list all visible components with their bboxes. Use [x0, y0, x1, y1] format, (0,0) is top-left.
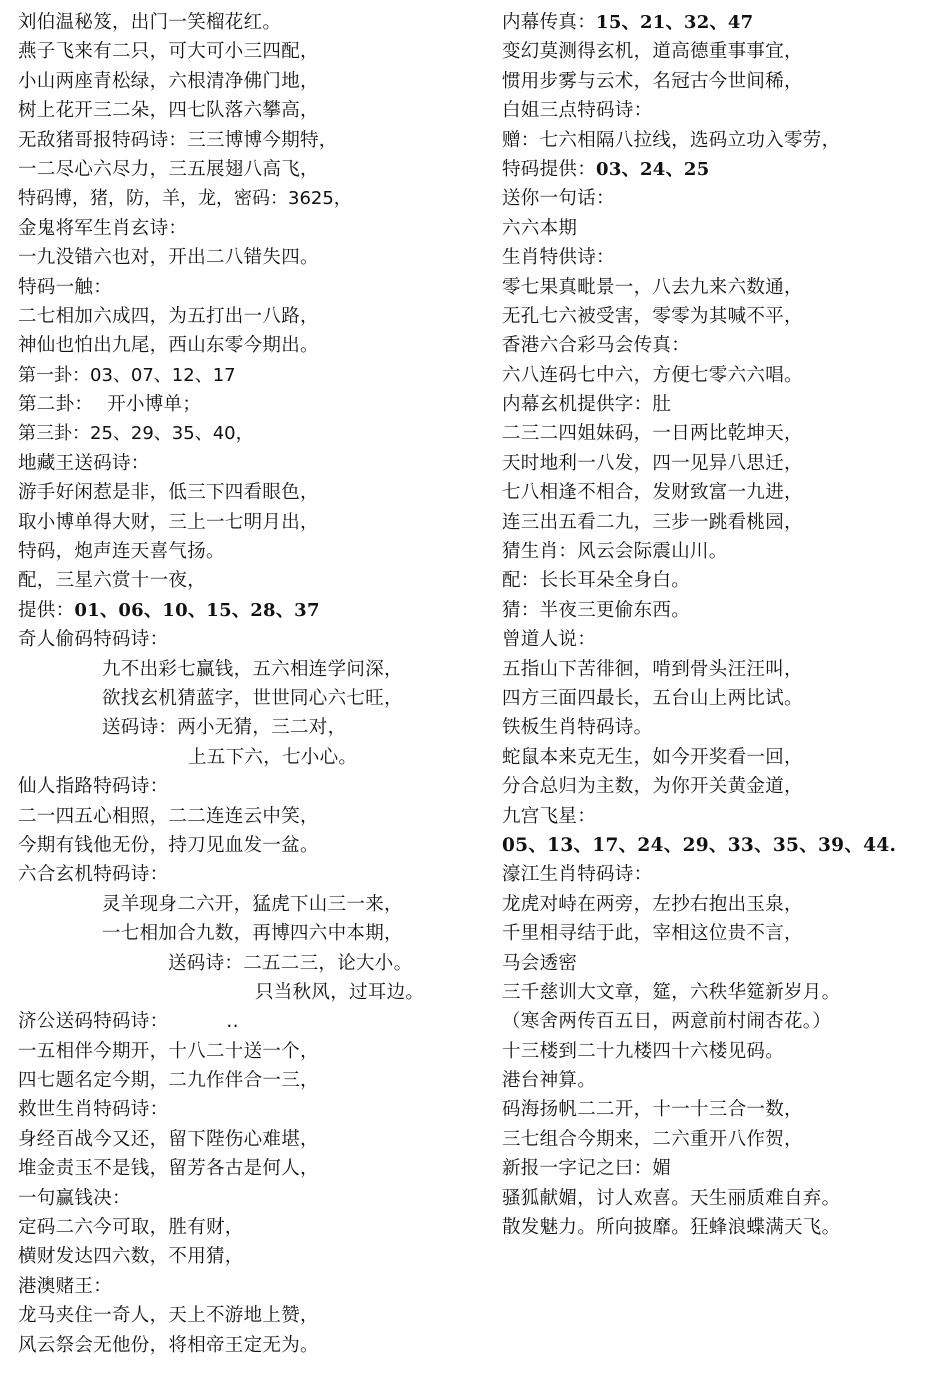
text-line: 定码二六今可取，胜有财，	[18, 1217, 244, 1239]
text-line: 惯用步雾与云术，名冠古今世间稀，	[502, 70, 803, 92]
text-line: 港澳赌王：	[18, 1275, 113, 1297]
text-line: 铁板生肖特码诗。	[502, 717, 653, 739]
text-line: 送码诗：二五二三，论大小。	[168, 952, 413, 974]
text-line: 树上花开三二朵，四七队落六攀高，	[18, 100, 319, 122]
text-line: 特码，炮声连天喜气扬。	[18, 541, 225, 563]
text-line: 连三出五看二九，三步一跳看桃园，	[502, 511, 803, 533]
text-line: 配：长长耳朵全身白。	[502, 570, 691, 592]
text-line: 港台神算。	[502, 1070, 597, 1092]
text-line	[18, 596, 488, 625]
text-line: 猜生肖：风云会际震山川。	[502, 541, 728, 563]
text-line	[18, 390, 488, 419]
text-line: 燕子飞来有二只，可大可小三四配，	[18, 41, 319, 63]
text-line: 生肖特供诗：	[502, 247, 615, 269]
text-line: 风云祭会无他份，将相帝王定无为。	[18, 1334, 319, 1356]
text-line: 马会透密	[502, 952, 578, 974]
text-line: 天时地利一八发，四一见异八思迁，	[502, 452, 803, 474]
text-label: 第二卦：	[18, 394, 94, 416]
dots-mark: ..	[226, 1011, 239, 1033]
text-line: 五指山下苦徘徊，啃到骨头汪汪叫，	[502, 658, 803, 680]
text-line: 欲找玄机猜蓝字，世世同心六七旺，	[102, 687, 403, 709]
text-line: 散发魅力。所向披靡。狂蜂浪蝶满天飞。	[502, 1217, 841, 1239]
text-line: 变幻莫测得玄机，道高德重事事宜，	[502, 41, 803, 63]
text-line: 白姐三点特码诗：	[502, 100, 653, 122]
text-line: 内幕玄机提供字：肚	[502, 394, 672, 416]
text-line: 第一卦：03、07、12、17	[18, 364, 236, 386]
text-line: 曾道人说：	[502, 629, 597, 651]
text-line: 零七果真毗景一，八去九来六数通，	[502, 276, 803, 298]
text-line: 堆金责玉不是钱，留芳各古是何人，	[18, 1158, 319, 1180]
text-line: 地藏王送码诗：	[18, 452, 150, 474]
text-line: 龙马夹住一奇人，天上不游地上赞，	[18, 1305, 319, 1327]
text-line: 特码一触：	[18, 276, 113, 298]
right-column	[502, 8, 932, 1242]
text-line: 取小博单得大财，三上一七明月出，	[18, 511, 319, 533]
text-line: 猜：半夜三更偷东西。	[502, 599, 691, 621]
text-line: 分合总归为主数，为你开关黄金道，	[502, 776, 803, 798]
text-line: 七八相逢不相合，发财致富一九进，	[502, 482, 803, 504]
text-line: 刘伯温秘笈，出门一笑榴花红。	[18, 12, 282, 33]
text-line: 只当秋风，过耳边。	[255, 981, 425, 1003]
text-line: 一句赢钱决：	[18, 1187, 131, 1209]
text-line: 二七相加六成四，为五打出一八路，	[18, 305, 319, 327]
text-line: 今期有钱他无份，持刀见血发一盆。	[18, 834, 319, 856]
number-list: 03、24、25	[596, 158, 710, 180]
text-line	[502, 155, 932, 184]
text-line: 九宫飞星：	[502, 805, 597, 827]
text-line: 三七组合今期来，二六重开八作贺，	[502, 1128, 803, 1150]
text-line: 上五下六，七小心。	[188, 746, 358, 768]
text-line: 六合玄机特码诗：	[18, 864, 169, 886]
text-line: 二一四五心相照，二二连连云中笑，	[18, 805, 319, 827]
text-line: 六六本期	[502, 217, 578, 239]
text-line: 无孔七六被受害，零零为其喊不平，	[502, 305, 803, 327]
number-list: 15、21、32、47	[596, 12, 754, 33]
text-line: 送你一句话：	[502, 188, 615, 210]
text-line: 濠江生肖特码诗：	[502, 864, 653, 886]
text-line: 龙虎对峙在两旁，左抄右抱出玉泉，	[502, 893, 803, 915]
text-line: 小山两座青松绿，六根清净佛门地，	[18, 70, 319, 92]
text-line: 码海扬帆二二开，十一十三合一数，	[502, 1099, 803, 1121]
text-line: 无敌猪哥报特码诗：三三博博今期特，	[18, 129, 338, 151]
text-line: 灵羊现身二六开，猛虎下山三一来，	[102, 893, 403, 915]
text-line: 特码博，猪，防，羊，龙，密码：3625，	[18, 188, 352, 210]
text-label: 济公送码特码诗：	[18, 1011, 169, 1033]
text-line: 九不出彩七赢钱，五六相连学问深，	[102, 658, 403, 680]
text-line: 四方三面四最长，五台山上两比试。	[502, 687, 803, 709]
text-line: 赠：七六相隔八拉线，选码立功入零劳，	[502, 129, 841, 151]
text-line: 四七题名定今期，二九作伴合一三，	[18, 1070, 319, 1092]
text-line: 送码诗：两小无猜，三二对，	[102, 717, 347, 739]
text-line: 香港六合彩马会传真：	[502, 335, 691, 357]
text-line: （寒舍两传百五日，两意前村闹杏花。）	[502, 1011, 832, 1033]
text-line	[18, 1007, 488, 1036]
text-line: 第三卦：25、29、35、40，	[18, 423, 254, 445]
text-line: 奇人偷码特码诗：	[18, 629, 169, 651]
text-line: 配，三星六赏十一夜，	[18, 570, 207, 592]
text-line: 救世生肖特码诗：	[18, 1099, 169, 1121]
text-line: 千里相寻结于此，宰相这位贵不言，	[502, 923, 803, 945]
left-column	[18, 8, 488, 1360]
text-line: 横财发达四六数，不用猜，	[18, 1246, 244, 1268]
text-line: 新报一字记之曰：媚	[502, 1158, 672, 1180]
text-line: 一二尽心六尽力，三五展翅八高飞，	[18, 158, 319, 180]
text-label: 特码提供：	[502, 158, 597, 180]
text-line: 蛇鼠本来克无生，如今开奖看一回，	[502, 746, 803, 768]
text-line: 一七相加合九数，再博四六中本期，	[102, 923, 403, 945]
text-line: 骚狐献媚，讨人欢喜。天生丽质难自弃。	[502, 1187, 841, 1209]
text-line: 一五相伴今期开，十八二十送一个，	[18, 1040, 319, 1062]
text-line	[502, 8, 932, 37]
text-line: 三千慈训大文章，筵，六秩华筵新岁月。	[502, 981, 841, 1003]
number-list: 01、06、10、15、28、37	[74, 599, 320, 621]
text-line: 金鬼将军生肖玄诗：	[18, 217, 188, 239]
text-label: 内幕传真：	[502, 12, 597, 33]
number-list: 05、13、17、24、29、33、35、39、44.	[502, 834, 897, 856]
text-line: 神仙也怕出九尾，西山东零今期出。	[18, 335, 319, 357]
text-line: 二三二四姐妹码，一日两比乾坤天，	[502, 423, 803, 445]
text-line: 游手好闲惹是非，低三下四看眼色，	[18, 482, 319, 504]
text-line: 六八连码七中六，方便七零六六唱。	[502, 364, 803, 386]
text-label: 提供：	[18, 599, 75, 621]
text-line: 十三楼到二十九楼四十六楼见码。	[502, 1040, 785, 1062]
text-value: 开小博单；	[107, 394, 202, 416]
text-line: 仙人指路特码诗：	[18, 776, 169, 798]
text-line: 一九没错六也对，开出二八错失四。	[18, 247, 319, 269]
text-line: 身经百战今又还，留下陛伤心难堪，	[18, 1128, 319, 1150]
